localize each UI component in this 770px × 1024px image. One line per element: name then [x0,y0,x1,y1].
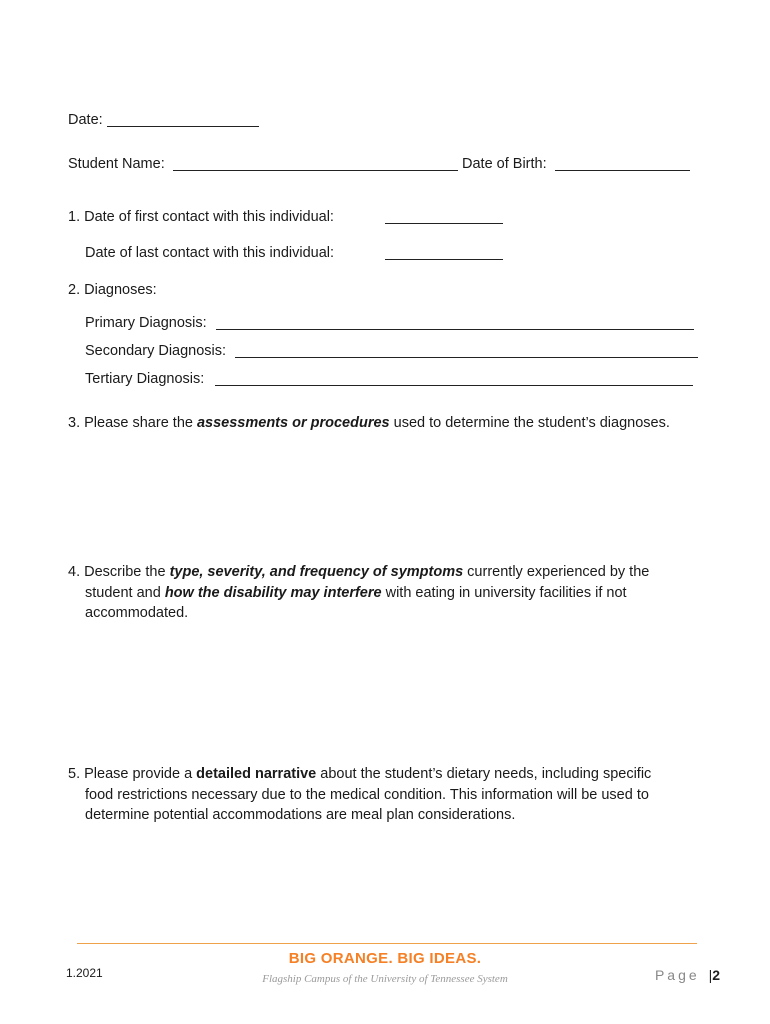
question-4 [68,562,718,624]
date-field[interactable] [107,126,259,127]
q4-post: with eating in university facilities if not [381,584,627,601]
dob-field[interactable] [555,170,690,171]
page-number: 2 [712,967,720,983]
brand-tagline: Flagship Campus of the University of Tennessee System [262,973,508,985]
tertiary-diagnosis-field[interactable] [215,385,693,386]
secondary-diagnosis-label: Secondary Diagnosis: [85,343,227,359]
diagnoses-heading: 2. Diagnoses: [68,282,157,298]
form-version: 1.2021 [66,966,103,980]
question-3 [68,413,718,434]
footer-divider [77,943,697,944]
student-name-field[interactable] [173,170,458,171]
page-indicator [655,967,720,983]
q4-mid-1: currently experienced by the [463,564,650,580]
first-contact-label: 1. Date of first contact with this individual: [68,209,334,225]
q4-emphasis-2: how the disability may interfere [164,584,382,601]
brand-slogan: BIG ORANGE. BIG IDEAS. [288,950,482,967]
q4-line-3: accommodated. [85,605,189,621]
q3-pre: 3. Please share the [68,415,197,431]
q4-answer-area[interactable] [68,630,698,750]
q5-line-2: food restrictions necessary due to the medical condition. This information will be used to [85,786,649,803]
first-contact-field[interactable] [385,223,503,224]
tertiary-diagnosis-label: Tertiary Diagnosis: [85,371,205,387]
q5-line-3: determine potential accommodations are meal plan considerations. [85,807,516,823]
secondary-diagnosis-field[interactable] [235,357,698,358]
last-contact-field[interactable] [385,259,503,260]
q3-post: used to determine the student’s diagnoses. [389,415,670,431]
q4-emphasis-1: type, severity, and frequency of symptoms [169,564,464,580]
primary-diagnosis-label: Primary Diagnosis: [85,315,207,331]
q3-answer-area[interactable] [68,440,698,550]
question-5 [68,764,718,826]
dob-label: Date of Birth: [462,156,547,172]
last-contact-label: Date of last contact with this individual: [85,245,335,261]
page-word: Page [654,967,700,983]
q5-pre: 5. Please provide a [68,766,197,782]
date-label: Date: [68,112,103,128]
student-name-label: Student Name: [68,156,165,172]
q5-post: about the student’s dietary needs, including specific [316,766,652,782]
q5-emphasis: detailed narrative [196,766,317,782]
page-separator: | [708,967,713,983]
q4-pre: 4. Describe the [68,564,170,580]
primary-diagnosis-field[interactable] [216,329,694,330]
q5-answer-area[interactable] [68,830,698,930]
q3-emphasis: assessments or procedures [196,415,390,431]
q4-mid-2: student and [85,584,165,601]
